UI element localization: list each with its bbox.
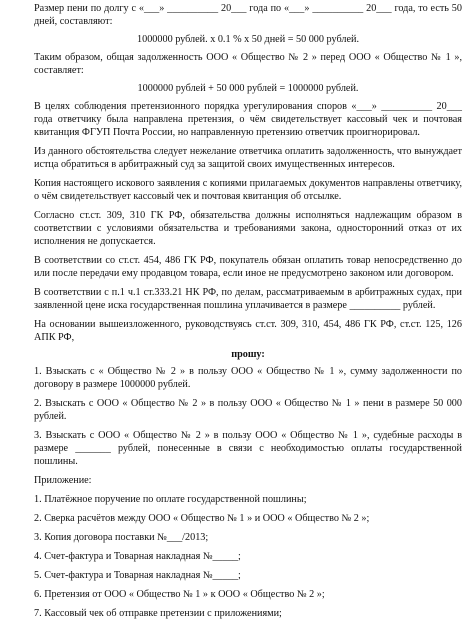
- tax-code-paragraph: В соответствии с п.1 ч.1 ст.333.21 НК РФ, по делам, рассматриваемым в арбитражных судах, при заявленной цене иска государственная пошлина уплачивается в размере __________ рублей.: [34, 287, 462, 311]
- attachments-heading: Приложение:: [34, 475, 92, 486]
- law-454-paragraph: В соответствии со ст.ст. 454, 486 ГК РФ, покупатель обязан оплатить товар непосредственно до или после передачи ему продавцом товара, если иное не предусмотрено законом или договором.: [34, 255, 462, 279]
- penalty-formula: 1000000 рублей. х 0.1 % х 50 дней = 50 000 рублей.: [137, 34, 359, 45]
- attachment-item-7: 7. Кассовый чек об отправке претензии с приложениями;: [34, 608, 282, 619]
- attachment-item-3: 3. Копия договора поставки №___/2013;: [34, 532, 209, 543]
- request-item-3: 3. Взыскать с ООО « Общество № 2 » в пользу ООО « Общество № 1 », судебные расходы в размере _______ рублей, понесенные в связи с необходимостью оплаты государственной пошлины.: [34, 430, 462, 467]
- request-item-1: 1. Взыскать с « Общество № 2 » в пользу ООО « Общество № 1 », сумму задолженности по договору в размере 1000000 рублей.: [34, 366, 462, 390]
- copy-sent-paragraph: Копия настоящего искового заявления с копиями прилагаемых документов направлены ответчику, о чём свидетельствует кассовый чек и почтовая квитанция об отсылке.: [34, 178, 462, 202]
- legal-basis-paragraph: На основании вышеизложенного, руководствуясь ст.ст. 309, 310, 454, 486 ГК РФ, ст.ст. 125, 126 АПК РФ,: [34, 319, 462, 343]
- attachment-item-2: 2. Сверка расчётов между ООО « Общество № 1 » и ООО « Общество № 2 »;: [34, 513, 370, 524]
- penalty-period-paragraph: Размер пени по долгу с «___» __________ 20___ года по «___» __________ 20___ года, то есть 50 дней, составляют:: [34, 3, 462, 27]
- total-formula: 1000000 рублей + 50 000 рублей = 1000000 рублей.: [137, 83, 359, 94]
- request-item-2: 2. Взыскать с ООО « Общество № 2 » в пользу ООО « Общество № 1 » пени в размере 50 000 рублей.: [34, 398, 462, 422]
- request-heading: прошу:: [231, 349, 265, 360]
- attachment-item-5: 5. Счет-фактура и Товарная накладная №_____;: [34, 570, 241, 581]
- attachment-item-6: 6. Претензия от ООО « Общество № 1 » к ООО « Общество № 2 »;: [34, 589, 325, 600]
- claim-procedure-paragraph: В целях соблюдения претензионного порядка урегулирования споров «___» __________ 20___ года ответчику была направлена претензия, о чём свидетельствует кассовый чек и почтовая квитанция ФГУП Почта России, но направленную претензию ответчик проигнорировал.: [34, 101, 462, 138]
- total-debt-paragraph: Таким образом, общая задолженность ООО « Общество № 2 » перед ООО « Общество № 1 », составляет:: [34, 52, 462, 76]
- attachment-item-1: 1. Платёжное поручение по оплате государственной пошлины;: [34, 494, 307, 505]
- attachment-item-4: 4. Счет-фактура и Товарная накладная №_____;: [34, 551, 241, 562]
- circumstance-paragraph: Из данного обстоятельства следует нежелание ответчика оплатить задолженность, что вынуждает истца обратиться в арбитражный суд за защитой своих имущественных интересов.: [34, 146, 462, 170]
- law-309-paragraph: Согласно ст.ст. 309, 310 ГК РФ, обязательства должны исполняться надлежащим образом в соответствии с условиями обязательства и требованиями закона, односторонний отказ от их исполнения не допускается.: [34, 210, 462, 247]
